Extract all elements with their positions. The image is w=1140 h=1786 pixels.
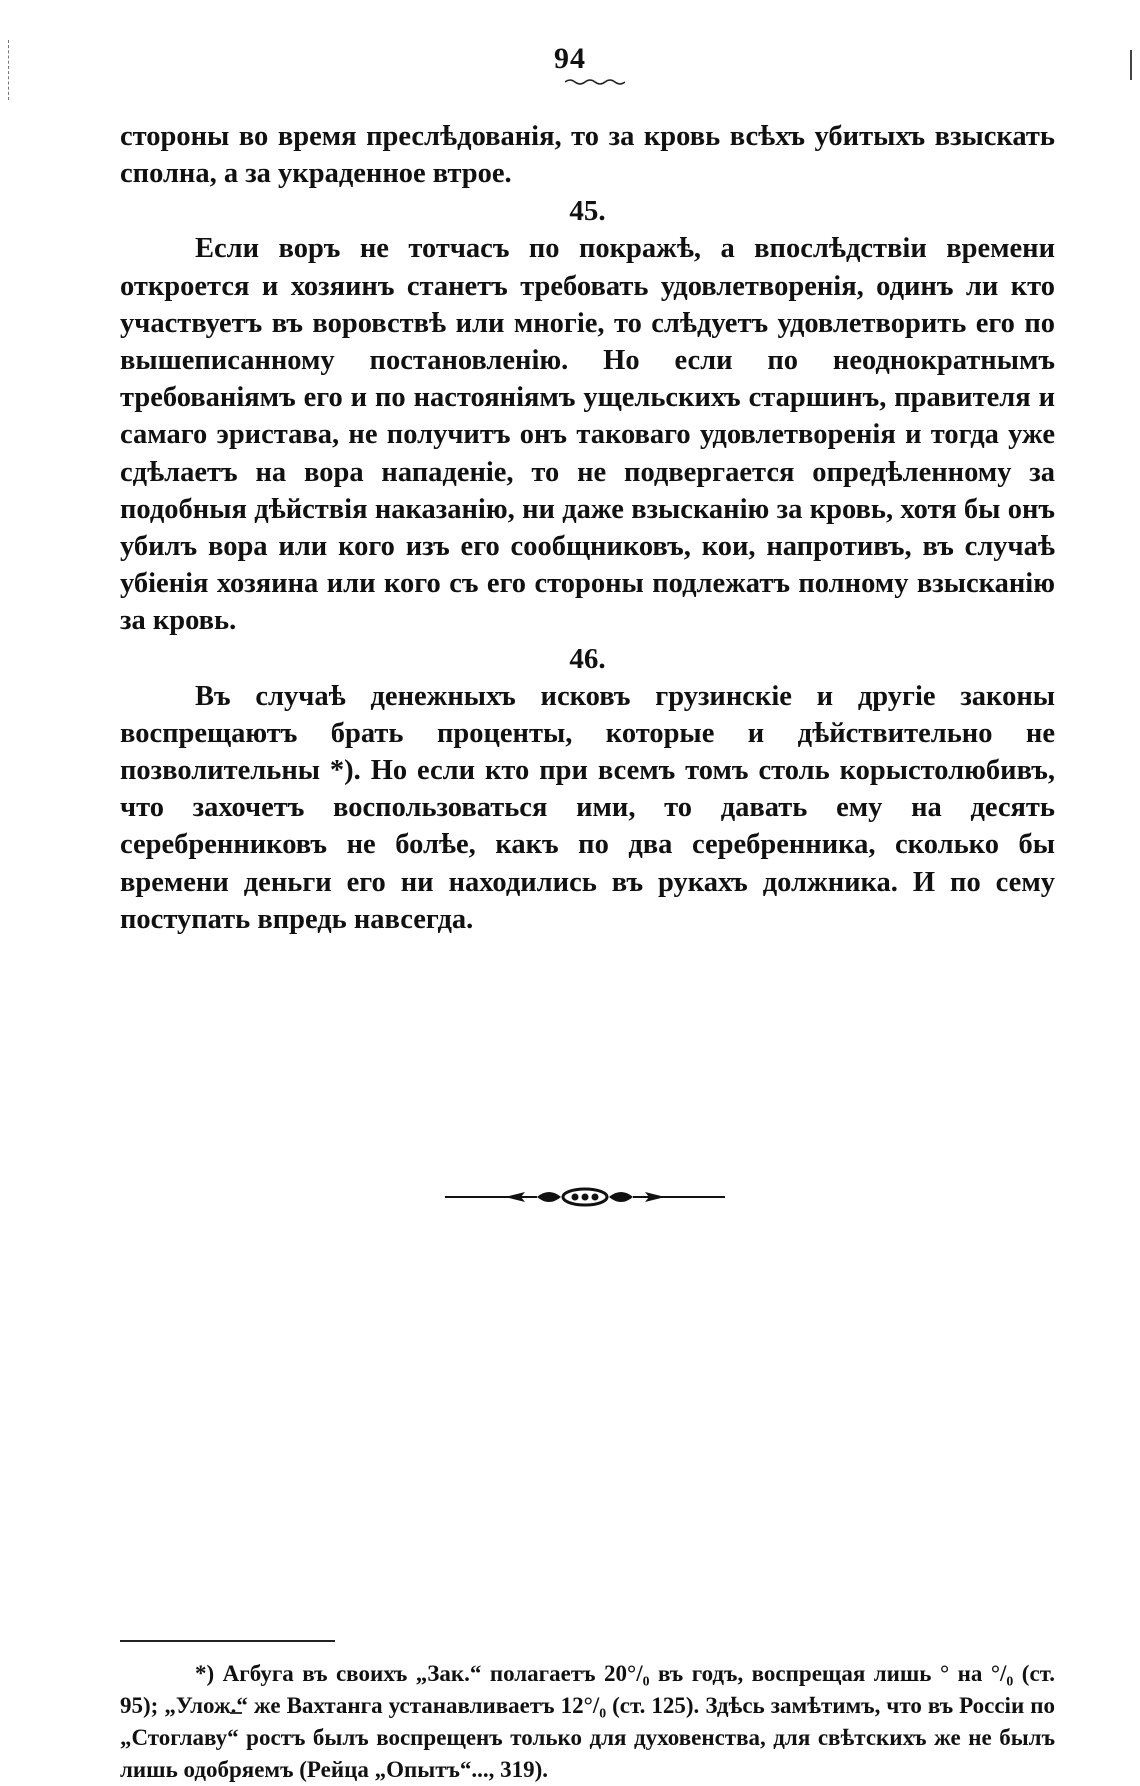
page-number-underline-ornament: [565, 78, 625, 86]
decorative-divider-ornament: [445, 1184, 725, 1210]
section-number-45: 45.: [569, 195, 606, 228]
footnote-separator: [120, 1640, 335, 1642]
section-number-46: 46.: [569, 642, 606, 675]
body-text: [120, 118, 1055, 938]
continuation-paragraph: стороны во время преслѣдованія, то за кровь всѣхъ убитыхъ взыскать сполна, а за украденное втрое.: [120, 121, 1055, 190]
page-number: 94: [554, 42, 586, 75]
footnote-text: *) Агбуга въ своихъ „Зак.“ полагаетъ 20°/₀ въ годъ, воспрещая лишь ° на °/₀ (ст. 95); „Улож.“ же Вахтанга устанавливаетъ 12°/₀ (ст. 125). Здѣсь замѣтимъ, что въ Россіи по „Стоглаву“ ростъ былъ воспрещенъ только для духовенства, для свѣтскихъ же не былъ лишь одобряемъ (Рейца „Опытъ“..., 319).: [120, 1661, 1055, 1782]
section-45-paragraph: Если воръ не тотчасъ по покражѣ, а впослѣдствіи времени откроется и хозяинъ станетъ требовать удовлетворенія, одинъ ли кто участвуетъ въ воровствѣ или многіе, то слѣдуетъ удовлетворить его по вышеписанному постановленію. Но если по неоднократнымъ требованіямъ его и по настояніямъ ущельскихъ старшинъ, правителя и самаго эристава, не получитъ онъ таковаго удовлетворенія и тогда уже сдѣлаетъ на вора нападеніе, то не подвергается опредѣленному за подобныя дѣйствія наказанію, ни даже взысканію за кровь, хотя бы онъ убилъ вора или кого изъ его сообщниковъ, кои, напротивъ, въ случаѣ убіенія хозяина или кого съ его стороны подлежатъ полному взысканію за кровь.: [120, 233, 1055, 637]
section-46-paragraph: Въ случаѣ денежныхъ исковъ грузинскіе и другіе законы воспрещаютъ брать проценты, которые и дѣйствительно не позволительны *). Но если кто при всемъ томъ столь корыстолюбивъ, что захочетъ воспользоваться ими, то давать ему на десять серебренниковъ не болѣе, какъ по два серебренника, сколько бы времени деньги его ни находились въ рукахъ должника. И по сему поступать впредь навсегда.: [120, 680, 1055, 935]
scan-speck: [230, 1712, 242, 1714]
footnote: [120, 1658, 1055, 1786]
